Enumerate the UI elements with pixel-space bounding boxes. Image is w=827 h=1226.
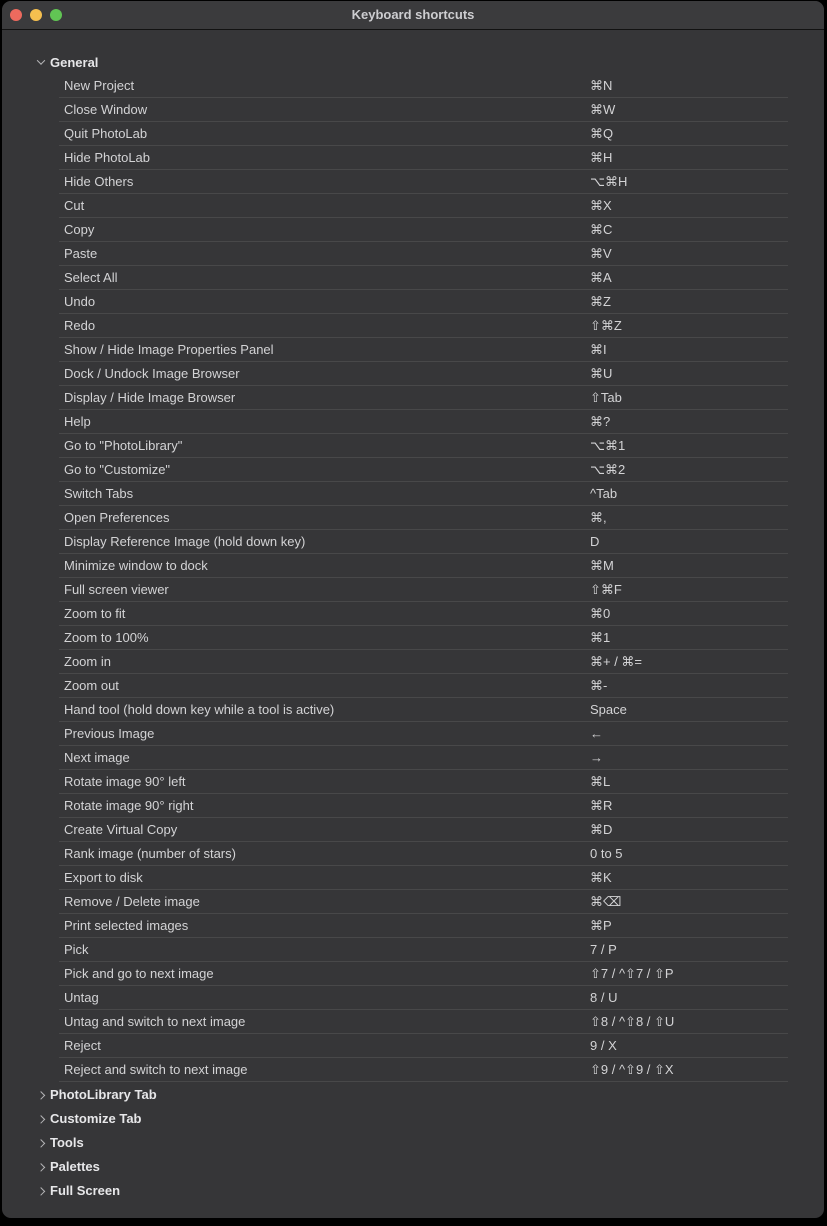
titlebar[interactable] <box>2 1 824 30</box>
shortcut-row <box>2 914 824 938</box>
chevron-right-icon[interactable] <box>36 1185 46 1195</box>
chevron-right-icon[interactable] <box>36 1137 46 1147</box>
shortcut-keys: ⌘H <box>590 150 613 165</box>
shortcut-keys: ⌘M <box>590 558 614 573</box>
chevron-right-icon[interactable] <box>36 1089 46 1099</box>
action-label: Go to "PhotoLibrary" <box>64 438 183 453</box>
shortcut-row <box>2 650 824 674</box>
action-label: Zoom to fit <box>64 606 126 621</box>
section-label: General <box>50 54 99 70</box>
section-header-palettes[interactable] <box>2 1154 824 1178</box>
shortcut-row <box>2 122 824 146</box>
section-header-customize-tab[interactable] <box>2 1106 824 1130</box>
action-label: Dock / Undock Image Browser <box>64 366 240 381</box>
shortcut-keys: ⌘X <box>590 198 612 213</box>
shortcut-keys: ⌘+ / ⌘= <box>590 654 643 669</box>
shortcut-row <box>2 218 824 242</box>
shortcut-keys: 7 / P <box>590 942 617 957</box>
shortcut-row <box>2 266 824 290</box>
shortcut-keys: ⌘L <box>590 774 611 789</box>
shortcut-keys: ⌘I <box>590 342 607 357</box>
shortcut-row <box>2 602 824 626</box>
action-label: Switch Tabs <box>64 486 134 501</box>
shortcut-keys: ⌘D <box>590 822 613 837</box>
shortcut-keys: ⌘K <box>590 870 612 885</box>
action-label: Paste <box>64 246 98 261</box>
action-label: Hide PhotoLab <box>64 150 151 165</box>
action-label: Reject <box>64 1038 101 1053</box>
action-label: Undo <box>64 294 96 309</box>
shortcut-keys: ← <box>590 726 603 741</box>
shortcut-row <box>2 338 824 362</box>
shortcut-row <box>2 578 824 602</box>
action-label: Go to "Customize" <box>64 462 171 477</box>
action-label: Hand tool (hold down key while a tool is active) <box>64 702 335 717</box>
action-label: New Project <box>64 78 135 93</box>
shortcut-keys: D <box>590 534 600 549</box>
shortcut-keys: ⌘U <box>590 366 613 381</box>
chevron-right-icon[interactable] <box>36 1161 46 1171</box>
shortcut-row <box>2 746 824 770</box>
action-label: Zoom to 100% <box>64 630 149 645</box>
section-header-photolibrary-tab[interactable] <box>2 1082 824 1106</box>
shortcut-row <box>2 1058 824 1082</box>
window-title: Keyboard shortcuts <box>351 7 475 22</box>
shortcut-row <box>2 866 824 890</box>
shortcut-row <box>2 74 824 98</box>
chevron-glyph <box>37 1163 45 1171</box>
keyboard-shortcuts-window <box>2 1 824 1218</box>
action-label: Redo <box>64 318 96 333</box>
action-label: Next image <box>64 750 130 765</box>
action-label: Display Reference Image (hold down key) <box>64 534 306 549</box>
shortcut-row <box>2 506 824 530</box>
shortcut-row <box>2 410 824 434</box>
shortcut-row <box>2 794 824 818</box>
section-header-tools[interactable] <box>2 1130 824 1154</box>
action-label: Minimize window to dock <box>64 558 208 573</box>
action-label: Remove / Delete image <box>64 894 200 909</box>
shortcut-keys: 0 to 5 <box>590 846 623 861</box>
shortcut-keys: ⌘P <box>590 918 612 933</box>
shortcut-keys: Space <box>590 702 627 717</box>
action-label: Zoom in <box>64 654 111 669</box>
action-label: Print selected images <box>64 918 189 933</box>
action-label: Copy <box>64 222 95 237</box>
shortcut-row <box>2 482 824 506</box>
shortcut-row <box>2 98 824 122</box>
chevron-right-icon[interactable] <box>36 1113 46 1123</box>
shortcut-keys: ⌘? <box>590 414 611 429</box>
shortcut-row <box>2 458 824 482</box>
action-label: Rotate image 90° left <box>64 774 186 789</box>
section-label: Tools <box>50 1134 84 1150</box>
shortcut-row <box>2 722 824 746</box>
shortcut-row <box>2 890 824 914</box>
action-label: Previous Image <box>64 726 155 741</box>
action-label: Zoom out <box>64 678 119 693</box>
shortcut-keys: ⌘, <box>590 510 607 525</box>
shortcut-row <box>2 434 824 458</box>
action-label: Export to disk <box>64 870 143 885</box>
shortcut-keys: ⌥⌘2 <box>590 462 626 477</box>
shortcut-row <box>2 962 824 986</box>
minimize-button[interactable] <box>30 9 42 21</box>
action-label: Pick and go to next image <box>64 966 214 981</box>
shortcut-row <box>2 386 824 410</box>
chevron-glyph <box>37 1115 45 1123</box>
shortcut-row <box>2 170 824 194</box>
shortcut-keys: ⇧7 / ^⇧7 / ⇧P <box>590 966 674 981</box>
shortcut-row <box>2 674 824 698</box>
shortcut-keys: ⌘C <box>590 222 613 237</box>
shortcut-keys: ⌘- <box>590 678 608 693</box>
shortcut-keys: 9 / X <box>590 1038 617 1053</box>
shortcut-row <box>2 770 824 794</box>
shortcut-keys: ⌘Z <box>590 294 611 309</box>
shortcut-keys: ⇧9 / ^⇧9 / ⇧X <box>590 1062 674 1077</box>
zoom-button[interactable] <box>50 9 62 21</box>
action-label: Close Window <box>64 102 148 117</box>
action-label: Full screen viewer <box>64 582 169 597</box>
action-label: Help <box>64 414 91 429</box>
section-label: Customize Tab <box>50 1110 142 1126</box>
action-label: Reject and switch to next image <box>64 1062 248 1077</box>
chevron-glyph <box>37 1091 45 1099</box>
shortcut-keys: ⌘⌫ <box>590 894 622 909</box>
window-controls <box>10 9 62 21</box>
action-label: Display / Hide Image Browser <box>64 390 236 405</box>
chevron-glyph <box>37 56 45 64</box>
shortcut-row <box>2 362 824 386</box>
shortcut-keys: ⌘W <box>590 102 616 117</box>
action-label: Create Virtual Copy <box>64 822 178 837</box>
shortcut-keys: ⌘A <box>590 270 612 285</box>
section-header-full-screen[interactable] <box>2 1178 824 1202</box>
shortcut-keys: ⌘R <box>590 798 613 813</box>
shortcut-row <box>2 842 824 866</box>
shortcut-row <box>2 194 824 218</box>
shortcut-row <box>2 530 824 554</box>
shortcut-list <box>2 30 824 1202</box>
shortcut-row <box>2 626 824 650</box>
shortcut-keys: 8 / U <box>590 990 618 1005</box>
shortcut-row <box>2 1034 824 1058</box>
shortcut-row <box>2 242 824 266</box>
shortcut-row <box>2 146 824 170</box>
shortcut-keys: ^Tab <box>590 486 618 501</box>
shortcut-row <box>2 938 824 962</box>
shortcut-keys: ⌘0 <box>590 606 611 621</box>
shortcut-keys: ⇧8 / ^⇧8 / ⇧U <box>590 1014 675 1029</box>
shortcut-keys: ⌘1 <box>590 630 611 645</box>
chevron-glyph <box>37 1139 45 1147</box>
action-label: Hide Others <box>64 174 134 189</box>
action-label: Untag and switch to next image <box>64 1014 246 1029</box>
shortcut-row <box>2 698 824 722</box>
action-label: Rank image (number of stars) <box>64 846 236 861</box>
shortcut-row <box>2 314 824 338</box>
shortcut-row <box>2 818 824 842</box>
action-label: Pick <box>64 942 89 957</box>
action-label: Quit PhotoLab <box>64 126 148 141</box>
shortcut-keys: ⌘V <box>590 246 612 261</box>
shortcut-keys: ⌥⌘H <box>590 174 628 189</box>
action-label: Cut <box>64 198 85 213</box>
shortcut-row <box>2 986 824 1010</box>
shortcut-keys: ⇧⌘Z <box>590 318 622 333</box>
action-label: Untag <box>64 990 99 1005</box>
shortcut-keys: ⇧Tab <box>590 390 622 405</box>
shortcut-row <box>2 1010 824 1034</box>
action-label: Open Preferences <box>64 510 170 525</box>
section-label: Full Screen <box>50 1182 121 1198</box>
shortcut-keys: → <box>590 750 603 765</box>
chevron-glyph <box>37 1187 45 1195</box>
chevron-down-icon[interactable] <box>36 57 46 67</box>
section-header-general[interactable] <box>2 50 824 74</box>
shortcut-keys: ⇧⌘F <box>590 582 622 597</box>
section-label: PhotoLibrary Tab <box>50 1086 157 1102</box>
shortcut-row <box>2 554 824 578</box>
shortcut-row <box>2 290 824 314</box>
action-label: Rotate image 90° right <box>64 798 194 813</box>
action-label: Show / Hide Image Properties Panel <box>64 342 274 357</box>
action-label: Select All <box>64 270 118 285</box>
shortcut-keys: ⌘N <box>590 78 613 93</box>
shortcut-keys: ⌘Q <box>590 126 614 141</box>
section-label: Palettes <box>50 1158 100 1174</box>
close-button[interactable] <box>10 9 22 21</box>
shortcut-keys: ⌥⌘1 <box>590 438 626 453</box>
